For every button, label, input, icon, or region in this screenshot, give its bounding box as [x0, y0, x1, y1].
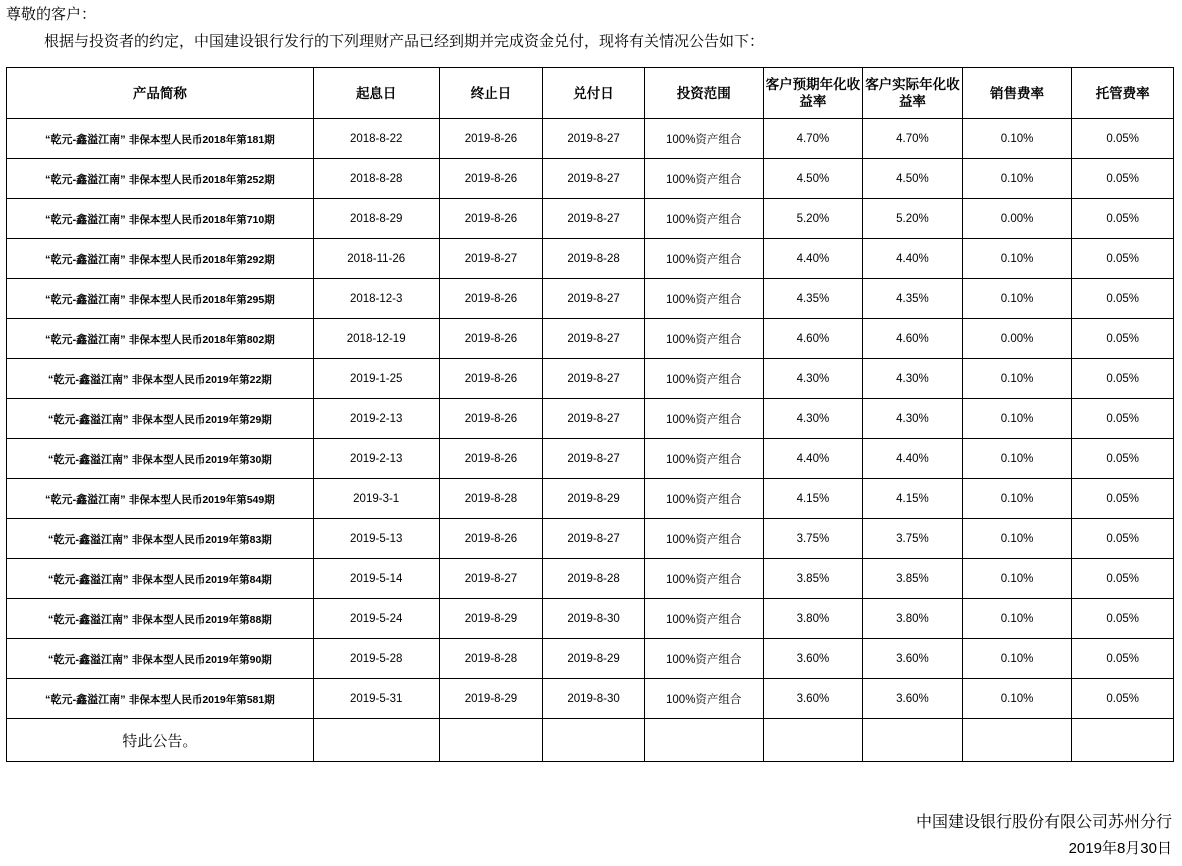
col-sales-fee: 销售费率	[962, 68, 1072, 119]
cell-investment-scope: 100%资产组合	[644, 359, 763, 399]
cell-expected-yield: 3.80%	[763, 599, 863, 639]
table-row	[7, 319, 1174, 359]
cell-sales-fee: 0.10%	[962, 599, 1072, 639]
cell-start-date: 2018-12-19	[313, 319, 439, 359]
product-name-prefix: “乾元-鑫溢江南”	[44, 253, 126, 266]
product-name-prefix: “乾元-鑫溢江南”	[47, 613, 129, 626]
cell-sales-fee: 0.10%	[962, 359, 1072, 399]
cell-product-name	[7, 639, 314, 679]
cell-expected-yield: 4.70%	[763, 119, 863, 159]
cell-sales-fee: 0.10%	[962, 639, 1072, 679]
product-name-suffix: 非保本型人民币2019年第84期	[131, 573, 272, 586]
products-table	[6, 67, 1174, 762]
product-name-suffix: 非保本型人民币2018年第181期	[128, 133, 275, 146]
cell-sales-fee: 0.10%	[962, 159, 1072, 199]
cell-payment-date: 2019-8-27	[543, 439, 645, 479]
cell-start-date: 2019-1-25	[313, 359, 439, 399]
product-name-prefix: “乾元-鑫溢江南”	[47, 373, 129, 386]
product-name-prefix: “乾元-鑫溢江南”	[44, 133, 126, 146]
cell-custody-fee: 0.05%	[1072, 399, 1174, 439]
cell-product-name	[7, 119, 314, 159]
table-row	[7, 159, 1174, 199]
cell-product-name	[7, 359, 314, 399]
table-row	[7, 679, 1174, 719]
cell-actual-yield: 3.80%	[863, 599, 963, 639]
cell-end-date: 2019-8-26	[439, 279, 543, 319]
cell-custody-fee: 0.05%	[1072, 639, 1174, 679]
cell-custody-fee: 0.05%	[1072, 239, 1174, 279]
cell-actual-yield: 3.85%	[863, 559, 963, 599]
cell-product-name	[7, 399, 314, 439]
cell-payment-date: 2019-8-27	[543, 159, 645, 199]
salutation: 尊敬的客户：	[6, 6, 97, 23]
cell-payment-date: 2019-8-29	[543, 639, 645, 679]
cell-investment-scope: 100%资产组合	[644, 119, 763, 159]
table-header	[7, 68, 1174, 119]
cell-sales-fee: 0.10%	[962, 559, 1072, 599]
cell-start-date: 2018-11-26	[313, 239, 439, 279]
cell-payment-date: 2019-8-27	[543, 199, 645, 239]
product-name-prefix: “乾元-鑫溢江南”	[44, 213, 126, 226]
cell-sales-fee: 0.00%	[962, 319, 1072, 359]
cell-payment-date: 2019-8-28	[543, 239, 645, 279]
product-name-suffix: 非保本型人民币2019年第22期	[131, 373, 272, 386]
product-name-suffix: 非保本型人民币2019年第88期	[131, 613, 272, 626]
col-expected-yield: 客户预期年化收益率	[763, 68, 863, 119]
cell-end-date: 2019-8-28	[439, 639, 543, 679]
cell-end-date: 2019-8-28	[439, 479, 543, 519]
cell-sales-fee: 0.10%	[962, 519, 1072, 559]
cell-investment-scope: 100%资产组合	[644, 199, 763, 239]
cell-sales-fee: 0.10%	[962, 119, 1072, 159]
product-name-prefix: “乾元-鑫溢江南”	[44, 293, 126, 306]
cell-end-date: 2019-8-26	[439, 399, 543, 439]
cell-custody-fee: 0.05%	[1072, 119, 1174, 159]
cell-actual-yield: 3.60%	[863, 639, 963, 679]
cell-end-date: 2019-8-26	[439, 199, 543, 239]
cell-expected-yield: 4.30%	[763, 399, 863, 439]
empty-cell-7	[962, 719, 1072, 762]
product-name-prefix: “乾元-鑫溢江南”	[44, 693, 126, 706]
cell-investment-scope: 100%资产组合	[644, 599, 763, 639]
cell-product-name	[7, 599, 314, 639]
cell-custody-fee: 0.05%	[1072, 519, 1174, 559]
table-footer	[7, 719, 1174, 762]
cell-start-date: 2019-2-13	[313, 399, 439, 439]
col-product-name: 产品简称	[7, 68, 314, 119]
cell-sales-fee: 0.10%	[962, 439, 1072, 479]
cell-investment-scope: 100%资产组合	[644, 479, 763, 519]
cell-custody-fee: 0.05%	[1072, 559, 1174, 599]
product-name-prefix: “乾元-鑫溢江南”	[47, 453, 129, 466]
cell-product-name	[7, 439, 314, 479]
col-start-date: 起息日	[313, 68, 439, 119]
product-name-suffix: 非保本型人民币2019年第83期	[131, 533, 272, 546]
cell-investment-scope: 100%资产组合	[644, 399, 763, 439]
cell-sales-fee: 0.10%	[962, 239, 1072, 279]
cell-actual-yield: 4.70%	[863, 119, 963, 159]
cell-product-name	[7, 199, 314, 239]
cell-expected-yield: 3.85%	[763, 559, 863, 599]
product-name-suffix: 非保本型人民币2019年第30期	[131, 453, 272, 466]
cell-sales-fee: 0.00%	[962, 199, 1072, 239]
product-name-prefix: “乾元-鑫溢江南”	[44, 173, 126, 186]
cell-start-date: 2019-3-1	[313, 479, 439, 519]
cell-start-date: 2018-12-3	[313, 279, 439, 319]
cell-investment-scope: 100%资产组合	[644, 239, 763, 279]
cell-start-date: 2019-5-14	[313, 559, 439, 599]
cell-product-name	[7, 159, 314, 199]
cell-end-date: 2019-8-26	[439, 359, 543, 399]
cell-expected-yield: 3.60%	[763, 679, 863, 719]
cell-actual-yield: 5.20%	[863, 199, 963, 239]
cell-investment-scope: 100%资产组合	[644, 639, 763, 679]
cell-product-name	[7, 319, 314, 359]
product-name-suffix: 非保本型人民币2018年第252期	[128, 173, 275, 186]
cell-actual-yield: 3.60%	[863, 679, 963, 719]
issuer-name: 中国建设银行股份有限公司苏州分行	[915, 814, 1172, 831]
cell-sales-fee: 0.10%	[962, 399, 1072, 439]
table-row	[7, 519, 1174, 559]
cell-investment-scope: 100%资产组合	[644, 559, 763, 599]
cell-start-date: 2019-5-24	[313, 599, 439, 639]
cell-expected-yield: 3.75%	[763, 519, 863, 559]
product-name-suffix: 非保本型人民币2018年第710期	[128, 213, 275, 226]
cell-start-date: 2018-8-29	[313, 199, 439, 239]
cell-product-name	[7, 239, 314, 279]
cell-end-date: 2019-8-29	[439, 679, 543, 719]
cell-payment-date: 2019-8-27	[543, 119, 645, 159]
cell-actual-yield: 4.40%	[863, 239, 963, 279]
cell-product-name	[7, 279, 314, 319]
table-row	[7, 199, 1174, 239]
product-name-suffix: 非保本型人民币2019年第549期	[128, 493, 275, 506]
cell-end-date: 2019-8-29	[439, 599, 543, 639]
product-name-prefix: “乾元-鑫溢江南”	[47, 533, 129, 546]
cell-sales-fee: 0.10%	[962, 679, 1072, 719]
table-row	[7, 239, 1174, 279]
cell-actual-yield: 3.75%	[863, 519, 963, 559]
cell-end-date: 2019-8-26	[439, 439, 543, 479]
cell-product-name	[7, 679, 314, 719]
cell-end-date: 2019-8-26	[439, 159, 543, 199]
cell-end-date: 2019-8-26	[439, 119, 543, 159]
header-row	[7, 68, 1174, 119]
table-row	[7, 399, 1174, 439]
cell-product-name	[7, 519, 314, 559]
table-row	[7, 599, 1174, 639]
cell-sales-fee: 0.10%	[962, 479, 1072, 519]
table-row	[7, 479, 1174, 519]
cell-expected-yield: 3.60%	[763, 639, 863, 679]
cell-expected-yield: 4.40%	[763, 239, 863, 279]
product-name-prefix: “乾元-鑫溢江南”	[44, 493, 126, 506]
cell-payment-date: 2019-8-27	[543, 279, 645, 319]
cell-payment-date: 2019-8-29	[543, 479, 645, 519]
cell-start-date: 2018-8-28	[313, 159, 439, 199]
cell-product-name	[7, 559, 314, 599]
empty-cell-1	[313, 719, 439, 762]
cell-expected-yield: 4.15%	[763, 479, 863, 519]
product-name-prefix: “乾元-鑫溢江南”	[47, 653, 129, 666]
cell-custody-fee: 0.05%	[1072, 319, 1174, 359]
table-row	[7, 119, 1174, 159]
table-row	[7, 439, 1174, 479]
cell-payment-date: 2019-8-27	[543, 399, 645, 439]
col-investment-scope: 投资范围	[644, 68, 763, 119]
empty-cell-3	[543, 719, 645, 762]
product-name-prefix: “乾元-鑫溢江南”	[47, 573, 129, 586]
product-name-suffix: 非保本型人民币2019年第90期	[131, 653, 272, 666]
col-end-date: 终止日	[439, 68, 543, 119]
cell-expected-yield: 4.35%	[763, 279, 863, 319]
empty-cell-8	[1072, 719, 1174, 762]
empty-cell-2	[439, 719, 543, 762]
cell-investment-scope: 100%资产组合	[644, 159, 763, 199]
product-name-suffix: 非保本型人民币2018年第802期	[128, 333, 275, 346]
empty-cell-4	[644, 719, 763, 762]
table-row	[7, 559, 1174, 599]
cell-actual-yield: 4.50%	[863, 159, 963, 199]
cell-investment-scope: 100%资产组合	[644, 679, 763, 719]
issue-date: 2019年8月30日	[1068, 840, 1172, 857]
cell-custody-fee: 0.05%	[1072, 359, 1174, 399]
cell-investment-scope: 100%资产组合	[644, 279, 763, 319]
product-name-prefix: “乾元-鑫溢江南”	[44, 333, 126, 346]
cell-end-date: 2019-8-26	[439, 519, 543, 559]
empty-cell-6	[863, 719, 963, 762]
cell-end-date: 2019-8-27	[439, 239, 543, 279]
cell-expected-yield: 4.30%	[763, 359, 863, 399]
cell-actual-yield: 4.35%	[863, 279, 963, 319]
signature-block	[582, 810, 1182, 862]
empty-cell-5	[763, 719, 863, 762]
product-name-suffix: 非保本型人民币2018年第295期	[128, 293, 275, 306]
product-name-prefix: “乾元-鑫溢江南”	[47, 413, 129, 426]
cell-end-date: 2019-8-26	[439, 319, 543, 359]
cell-payment-date: 2019-8-30	[543, 679, 645, 719]
table-row	[7, 279, 1174, 319]
cell-actual-yield: 4.40%	[863, 439, 963, 479]
cell-custody-fee: 0.05%	[1072, 159, 1174, 199]
col-payment-date: 兑付日	[543, 68, 645, 119]
col-custody-fee: 托管费率	[1072, 68, 1174, 119]
product-name-suffix: 非保本型人民币2019年第29期	[131, 413, 272, 426]
cell-expected-yield: 4.60%	[763, 319, 863, 359]
intro-paragraph: 根据与投资者的约定，中国建设银行发行的下列理财产品已经到期并完成资金兑付，现将有关情况公告如下：	[44, 33, 765, 50]
col-actual-yield: 客户实际年化收益率	[863, 68, 963, 119]
cell-actual-yield: 4.30%	[863, 359, 963, 399]
cell-actual-yield: 4.15%	[863, 479, 963, 519]
cell-start-date: 2019-5-13	[313, 519, 439, 559]
cell-investment-scope: 100%资产组合	[644, 319, 763, 359]
cell-custody-fee: 0.05%	[1072, 479, 1174, 519]
cell-investment-scope: 100%资产组合	[644, 439, 763, 479]
table-body	[7, 119, 1174, 719]
cell-actual-yield: 4.60%	[863, 319, 963, 359]
cell-custody-fee: 0.05%	[1072, 199, 1174, 239]
cell-actual-yield: 4.30%	[863, 399, 963, 439]
cell-product-name	[7, 479, 314, 519]
table-row	[7, 639, 1174, 679]
cell-expected-yield: 4.40%	[763, 439, 863, 479]
cell-custody-fee: 0.05%	[1072, 279, 1174, 319]
cell-custody-fee: 0.05%	[1072, 679, 1174, 719]
cell-start-date: 2019-2-13	[313, 439, 439, 479]
notice-row	[7, 719, 1174, 762]
product-name-suffix: 非保本型人民币2018年第292期	[128, 253, 275, 266]
cell-start-date: 2018-8-22	[313, 119, 439, 159]
cell-investment-scope: 100%资产组合	[644, 519, 763, 559]
table-row	[7, 359, 1174, 399]
cell-payment-date: 2019-8-27	[543, 519, 645, 559]
product-name-suffix: 非保本型人民币2019年第581期	[128, 693, 275, 706]
cell-sales-fee: 0.10%	[962, 279, 1072, 319]
cell-end-date: 2019-8-27	[439, 559, 543, 599]
cell-custody-fee: 0.05%	[1072, 599, 1174, 639]
cell-payment-date: 2019-8-30	[543, 599, 645, 639]
cell-start-date: 2019-5-31	[313, 679, 439, 719]
cell-expected-yield: 5.20%	[763, 199, 863, 239]
cell-custody-fee: 0.05%	[1072, 439, 1174, 479]
cell-start-date: 2019-5-28	[313, 639, 439, 679]
cell-payment-date: 2019-8-28	[543, 559, 645, 599]
cell-payment-date: 2019-8-27	[543, 319, 645, 359]
notice-text: 特此公告。	[7, 719, 314, 762]
cell-expected-yield: 4.50%	[763, 159, 863, 199]
cell-payment-date: 2019-8-27	[543, 359, 645, 399]
